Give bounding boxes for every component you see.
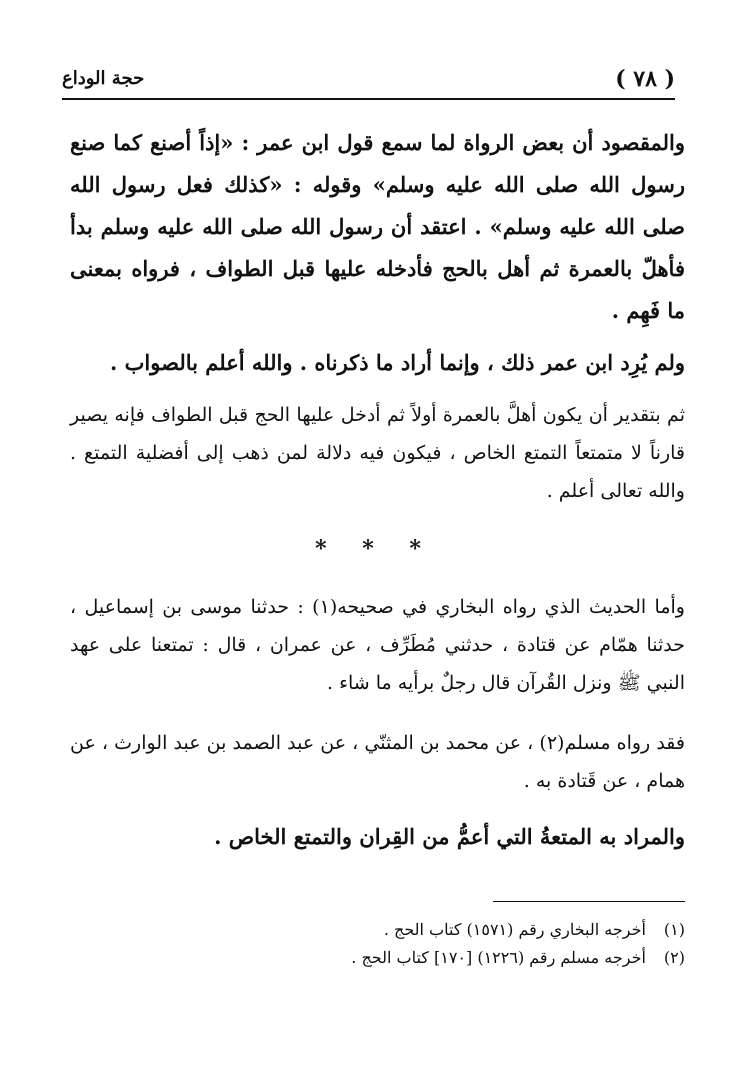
page-header	[62, 66, 675, 100]
paragraph-4: وأما الحديث الذي رواه البخاري في صحيحه(١) : حدثنا موسى بن إسماعيل ، حدثنا همّام عن قتادة ، حدثني مُطَرِّف ، عن عمران ، قال : تمتعنا على عهد النبي ﷺ ونزل القُرآن قال رجلٌ برأيه ما شاء .	[70, 596, 685, 694]
section-separator: * * *	[315, 536, 435, 562]
footnote-text: أخرجه البخاري رقم (١٥٧١) كتاب الحج .	[383, 920, 646, 939]
footnote-number: (١)	[663, 920, 685, 939]
footnote-text: أخرجه مسلم رقم (١٢٢٦) [١٧٠] كتاب الحج .	[351, 948, 646, 967]
footnote-2	[70, 946, 685, 970]
footnote-number: (٢)	[663, 948, 685, 967]
paragraph-2: ولم يُرِد ابن عمر ذلك ، وإنما أراد ما ذكرناه . والله أعلم بالصواب .	[110, 350, 685, 375]
page-number: ( ٧٨ )	[615, 66, 675, 92]
paragraph-6: والمراد به المتعةُ التي أعمُّ من القِران والتمتع الخاص .	[214, 824, 685, 849]
footnote-1	[70, 918, 685, 942]
paragraph-5: فقد رواه مسلم(٢) ، عن محمد بن المثنّي ، عن عبد الصمد بن عبد الوارث ، عن همام ، عن قَتادة به .	[70, 732, 685, 792]
paragraph-1: والمقصود أن بعض الرواة لما سمع قول ابن عمر : «إذاً أصنع كما صنع رسول الله صلى الله عليه وسلم» وقوله : «كذلك فعل رسول الله صلى الله عليه وسلم» . اعتقد أن رسول الله صلى الله عليه وسلم بدأ فأهلّ بالعمرة ثم أهل بالحج فأدخله عليها قبل الطواف ، فرواه بمعنى ما فَهِم .	[70, 130, 685, 323]
paragraph-3: ثم بتقدير أن يكون أهلَّ بالعمرة أولاً ثم أدخل عليها الحج قبل الطواف فإنه يصير قارناً لا متمتعاً التمتع الخاص ، فيكون فيه دلالة لمن ذهب إلى أفضلية التمتع . والله تعالى أعلم .	[70, 404, 685, 502]
footnote-divider	[493, 901, 685, 902]
running-title: حجة الوداع	[62, 68, 145, 89]
